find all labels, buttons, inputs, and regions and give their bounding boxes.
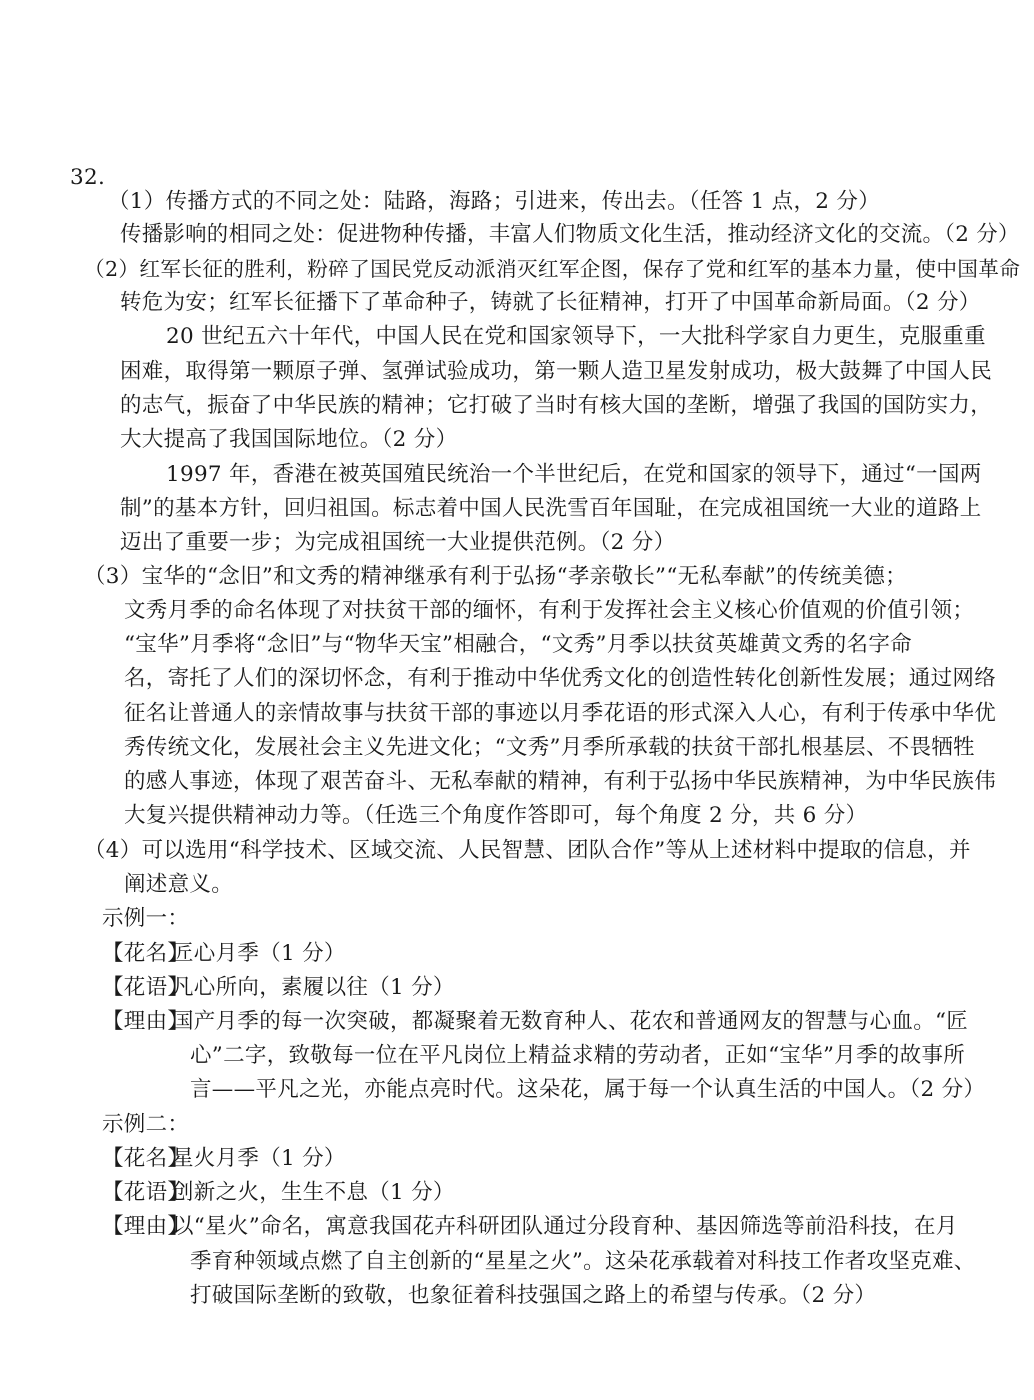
flower-language-value: 创新之火，生生不息（1 分）	[172, 1180, 455, 1205]
example2-title: 示例二：	[102, 1112, 190, 1137]
flower-name-tag: 【花名】	[102, 941, 190, 966]
flower-name-value: 星火月季（1 分）	[172, 1146, 346, 1171]
example2-flower-name	[102, 1146, 346, 1172]
part3-line1: （3）宝华的“念旧”和文秀的精神继承有利于弘扬“孝亲敬长”“无私奉献”的传统美德；	[84, 564, 907, 589]
part2-line5: 的志气，振奋了中华民族的精神；它打破了当时有核大国的垄断，增强了我国的国防实力，	[120, 393, 993, 418]
question-number: 32.	[70, 165, 106, 190]
example1-title: 示例一：	[102, 906, 190, 931]
reason-tag: 【理由】	[102, 1009, 190, 1034]
example2-reason-line1	[102, 1214, 958, 1240]
example1-reason-line3: 言——平凡之光，亦能点亮时代。这朵花，属于每一个认真生活的中国人。（2 分）	[190, 1077, 986, 1102]
part3-line5: 征名让普通人的亲情故事与扶贫干部的事迹以月季花语的形式深入人心，有利于传承中华优	[124, 701, 997, 726]
reason-text: 国产月季的每一次突破，都凝聚着无数育种人、花农和普通网友的智慧与心血。“匠	[172, 1009, 969, 1034]
example2-flower-language	[102, 1180, 455, 1206]
part2-line7: 1997 年，香港在被英国殖民统治一个半世纪后，在党和国家的领导下，通过“一国两	[166, 462, 982, 487]
part3-line4: 名，寄托了人们的深切怀念，有利于推动中华优秀文化的创造性转化创新性发展；通过网络	[124, 666, 997, 691]
flower-language-tag: 【花语】	[102, 1180, 190, 1205]
part2-line9: 迈出了重要一步；为完成祖国统一大业提供范例。（2 分）	[120, 530, 676, 555]
part2-line4: 困难，取得第一颗原子弹、氢弹试验成功，第一颗人造卫星发射成功，极大鼓舞了中国人民	[120, 359, 993, 384]
part3-line3: “宝华”月季将“念旧”与“物华天宝”相融合，“文秀”月季以扶贫英雄黄文秀的名字命	[124, 632, 912, 657]
flower-name-tag: 【花名】	[102, 1146, 190, 1171]
reason-text: 以“星火”命名，寓意我国花卉科研团队通过分段育种、基因筛选等前沿科技，在月	[172, 1214, 958, 1239]
part3-line2: 文秀月季的命名体现了对扶贫干部的缅怀，有利于发挥社会主义核心价值观的价值引领；	[124, 598, 975, 623]
part2-line6: 大大提高了我国国际地位。（2 分）	[120, 427, 458, 452]
part3-line7: 的感人事迹，体现了艰苦奋斗、无私奉献的精神，有利于弘扬中华民族精神，为中华民族伟	[124, 769, 997, 794]
part3-line8: 大复兴提供精神动力等。（任选三个角度作答即可，每个角度 2 分，共 6 分）	[124, 803, 868, 828]
part2-line3: 20 世纪五六十年代，中国人民在党和国家领导下，一大批科学家自力更生，克服重重	[166, 324, 986, 349]
example2-reason-line2: 季育种领域点燃了自主创新的“星星之火”。这朵花承载着对科技工作者攻坚克难、	[190, 1249, 976, 1274]
example1-reason-line2: 心”二字，致敬每一位在平凡岗位上精益求精的劳动者，正如“宝华”月季的故事所	[190, 1043, 966, 1068]
part1-line1: （1）传播方式的不同之处：陆路，海路；引进来，传出去。（任答 1 点，2 分）	[108, 189, 880, 214]
part3-line6: 秀传统文化，发展社会主义先进文化；“文秀”月季所承载的扶贫干部扎根基层、不畏牺牲	[124, 735, 975, 760]
flower-language-value: 凡心所向，素履以往（1 分）	[172, 975, 455, 1000]
flower-language-tag: 【花语】	[102, 975, 190, 1000]
example1-flower-language	[102, 975, 455, 1001]
reason-tag: 【理由】	[102, 1214, 190, 1239]
part2-line2: 转危为安；红军长征播下了革命种子，铸就了长征精神，打开了中国革命新局面。（2 分）	[120, 290, 981, 315]
part4-line1: （4）可以选用“科学技术、区域交流、人民智慧、团队合作”等从上述材料中提取的信息，并	[84, 838, 971, 863]
flower-name-value: 匠心月季（1 分）	[172, 941, 346, 966]
example1-reason-line1	[102, 1009, 968, 1035]
part2-line8: 制”的基本方针，回归祖国。标志着中国人民洗雪百年国耻，在完成祖国统一大业的道路上	[120, 496, 982, 521]
part1-line2: 传播影响的相同之处：促进物种传播，丰富人们物质文化生活，推动经济文化的交流。（2 分）	[120, 222, 1020, 247]
part4-line2: 阐述意义。	[124, 872, 234, 897]
example2-reason-line3: 打破国际垄断的致敬，也象征着科技强国之路上的希望与传承。（2 分）	[190, 1283, 877, 1308]
example1-flower-name	[102, 941, 346, 967]
part2-line1: （2）红军长征的胜利，粉碎了国民党反动派消灭红军企图，保存了党和红军的基本力量，使中国革命	[84, 257, 1021, 281]
